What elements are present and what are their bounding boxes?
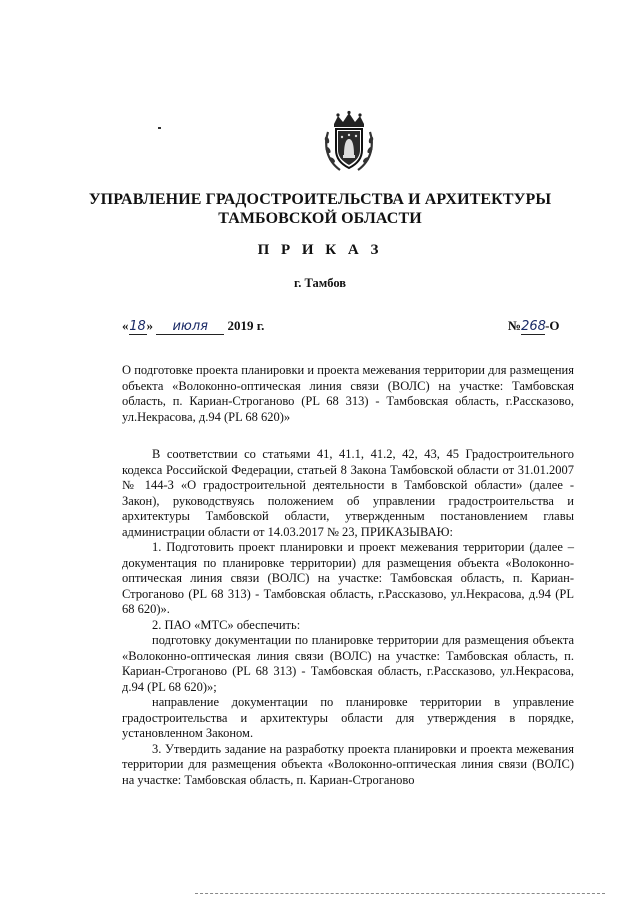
city-name: г. Тамбов xyxy=(293,276,347,290)
org-line-1: УПРАВЛЕНИЕ ГРАДОСТРОИТЕЛЬСТВА И АРХИТЕКТУРЫ xyxy=(88,191,552,208)
date-month: июля xyxy=(156,319,224,335)
scan-speck xyxy=(158,127,161,129)
tambov-coat-of-arms-icon xyxy=(322,110,376,174)
org-line-2: ТАМБОВСКОЙ ОБЛАСТИ xyxy=(218,210,422,227)
date-day: 18 xyxy=(129,319,146,334)
clause-3: 3. Утвердить задание на разработку проекта планировки и проекта межевания территории для размещения объекта «Волоконно-оптическая линия связи (ВОЛС) на участке: Тамбовская область, п. Кариан-Строганово xyxy=(122,741,574,787)
document-type: П Р И К А З xyxy=(257,242,383,258)
close-quote: » xyxy=(146,318,153,333)
document-date xyxy=(122,318,264,335)
preamble-paragraph: В соответствии со статьями 41, 41.1, 41.2, 42, 43, 45 Градостроительного кодекса Российской Федерации, статьей 8 Закона Тамбовской области от 31.01.2007 № 144-З «О градостроительной деятельности в Тамбовской области» (далее - Закон), руководствуясь положением об управлении градостроительства и архитектуры Тамбовской области, утвержденным постановлением главы администрации области от 14.03.2017 № 23, ПРИКАЗЫВАЮ: xyxy=(122,447,574,539)
number-prefix: № xyxy=(508,318,522,333)
document-body xyxy=(122,363,574,788)
clause-2-item-1: подготовку документации по планировке территории для размещения объекта «Волоконно-оптическая линия связи (ВОЛС) на участке: Тамбовская область, п. Кариан-Строганово (PL 68 313) - Тамбовская область, г.Рассказово, ул.Некрасова, д.94 (PL 68 620)»; xyxy=(122,633,574,694)
date-year: 2019 г. xyxy=(227,318,265,333)
number-value: 268 xyxy=(521,319,546,334)
page-edge-mark xyxy=(195,893,605,896)
organization-name xyxy=(0,190,640,228)
clause-1: 1. Подготовить проект планировки и проект межевания территории (далее – документация по планировке территории) для размещения объекта «Волоконно-оптическая линия связи (ВОЛС) на участке: Тамбовская область, п. Кариан-Строганово (PL 68 313) - Тамбовская область, г.Рассказово, ул.Некрасова, д.94 (PL 68 620)». xyxy=(122,540,574,616)
document-number xyxy=(508,318,560,335)
document-subject: О подготовке проекта планировки и проекта межевания территории для размещения объекта «Волоконно-оптическая линия связи (ВОЛС) на участке: Тамбовская область, п. Кариан-Строганово (PL 68 313) - Тамбовская область, г.Рассказово, ул.Некрасова, д.94 (PL 68 620)» xyxy=(122,363,574,424)
clause-2: 2. ПАО «МТС» обеспечить: xyxy=(152,617,301,632)
number-suffix: -О xyxy=(545,318,560,333)
clause-2-item-2: направление документации по планировке территории в управление градостроительства и архитектуры области для утверждения в порядке, установленном Законом. xyxy=(122,695,574,740)
open-quote: « xyxy=(122,318,129,333)
